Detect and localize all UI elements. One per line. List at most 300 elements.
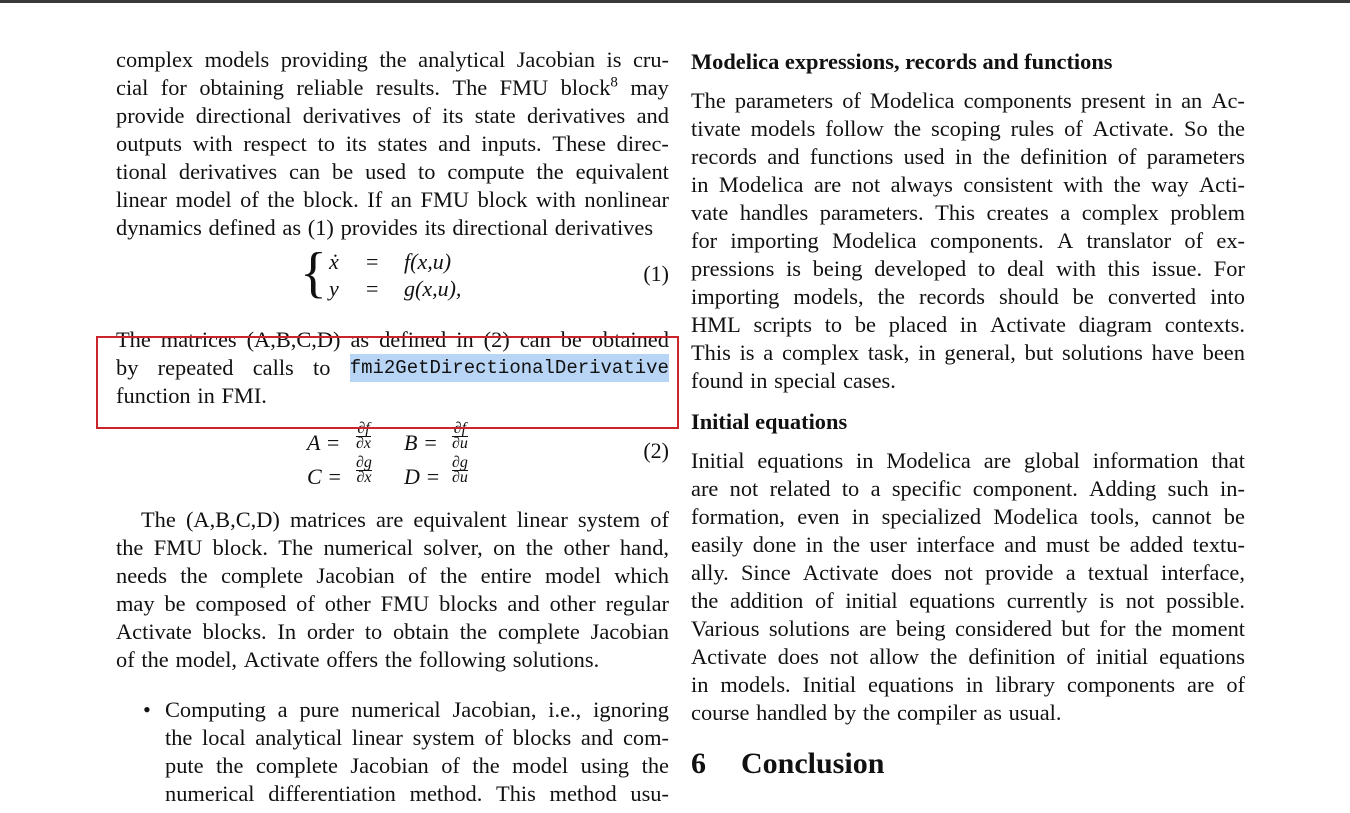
- word: definition: [1020, 144, 1108, 169]
- word: method: [549, 781, 617, 806]
- eq2-D-denominator: ∂u: [452, 469, 468, 486]
- word: may: [116, 591, 155, 616]
- word: matrices: [289, 507, 366, 532]
- word: general,: [944, 340, 1016, 365]
- word: FMU: [420, 187, 470, 212]
- word: translator: [1086, 228, 1172, 253]
- word: in: [856, 448, 874, 473]
- word: the: [536, 159, 564, 184]
- word: equations: [757, 448, 844, 473]
- word: such: [1167, 476, 1209, 501]
- text-line: [691, 671, 1245, 699]
- eq2-C-label: C =: [307, 464, 343, 489]
- word: other: [549, 591, 596, 616]
- word: compute: [447, 159, 525, 184]
- equation-brace: {: [300, 242, 327, 304]
- word: the: [1134, 616, 1163, 641]
- word: initial: [845, 588, 898, 613]
- word: with: [1056, 256, 1096, 281]
- word: following: [418, 647, 506, 672]
- text-line: [116, 590, 669, 618]
- text-line: [691, 143, 1245, 171]
- word: other: [324, 591, 371, 616]
- word: If: [367, 187, 383, 212]
- word: in: [965, 672, 984, 697]
- word: differentiation: [268, 781, 396, 806]
- eq2-C-fraction: [356, 456, 372, 485]
- word: the: [459, 619, 488, 644]
- paragraph-modelica-parameters: [691, 87, 1245, 395]
- word: but: [1024, 340, 1054, 365]
- word: Jacobian: [350, 753, 429, 778]
- word: are: [813, 172, 842, 197]
- word: used: [903, 144, 945, 169]
- word: of: [815, 588, 834, 613]
- word: in-: [1220, 476, 1245, 501]
- word: developed: [874, 256, 967, 281]
- word: the: [832, 532, 861, 557]
- word: the: [982, 144, 1011, 169]
- eq1-equals-2: =: [366, 276, 379, 301]
- word: its: [424, 215, 446, 240]
- word: with: [1063, 172, 1104, 197]
- word: not: [729, 476, 759, 501]
- word: not: [1125, 588, 1155, 613]
- word: of: [296, 591, 315, 616]
- word: of: [116, 647, 135, 672]
- word: specialized: [881, 504, 982, 529]
- word: in: [918, 340, 936, 365]
- word: Activate: [116, 619, 192, 644]
- word: information: [1092, 448, 1199, 473]
- word: solutions.: [512, 647, 600, 672]
- word: Jacobian: [590, 619, 669, 644]
- word: local: [202, 725, 246, 750]
- text-line: [116, 534, 669, 562]
- word: of: [1064, 116, 1083, 141]
- word: which: [614, 563, 669, 588]
- footnote-marker[interactable]: 8: [610, 74, 618, 91]
- text-line: [691, 699, 1245, 727]
- text-line: [691, 255, 1245, 283]
- eq1-lhs-1: ẋ: [329, 249, 339, 274]
- word: Activate: [243, 647, 320, 672]
- word: interface: [916, 532, 995, 557]
- word: equations: [909, 588, 996, 613]
- word: provide: [116, 103, 185, 128]
- word: global: [1023, 448, 1080, 473]
- word: in: [959, 312, 978, 337]
- word: to: [824, 312, 843, 337]
- paragraph-abcd-matrices: [116, 506, 669, 674]
- word: in: [851, 504, 870, 529]
- word: functions: [809, 144, 894, 169]
- word: Initial: [802, 672, 857, 697]
- word: the: [641, 753, 669, 778]
- word: be: [1223, 504, 1245, 529]
- word: be: [854, 312, 876, 337]
- word: block$^8$: [560, 74, 618, 100]
- word: linear: [351, 725, 403, 750]
- word: in: [197, 383, 215, 408]
- word: the: [472, 753, 500, 778]
- word: rules: [1010, 116, 1055, 141]
- word: the: [525, 535, 554, 560]
- word: and: [636, 103, 669, 128]
- text-line: [691, 283, 1245, 311]
- text-line: [116, 186, 669, 214]
- word: not: [829, 644, 859, 669]
- word: Modelica: [993, 504, 1078, 529]
- word: defined: [379, 327, 447, 352]
- word: complete: [220, 563, 304, 588]
- eq2-C-numerator: ∂g: [356, 454, 372, 471]
- section-title: Conclusion: [741, 747, 885, 780]
- word: block.: [212, 535, 268, 560]
- word: Since: [740, 560, 791, 585]
- word: solutions: [768, 616, 850, 641]
- text-line: [691, 643, 1245, 671]
- word: offers: [326, 647, 379, 672]
- word: its: [345, 131, 367, 156]
- eq2-C-denominator: ∂x: [356, 469, 372, 486]
- word: The: [278, 535, 314, 560]
- word: i.e.,: [548, 697, 582, 722]
- word: This: [496, 781, 536, 806]
- text-line: [116, 158, 669, 186]
- word: the: [165, 725, 193, 750]
- highlight-annotation-box[interactable]: [96, 336, 679, 429]
- word: results.: [375, 75, 440, 100]
- word: placed: [888, 312, 948, 337]
- word: linear: [516, 507, 568, 532]
- word: a: [870, 476, 881, 501]
- word: to: [313, 355, 331, 380]
- word: a: [1065, 560, 1076, 585]
- word: formation,: [691, 504, 785, 529]
- text-line: [691, 171, 1245, 199]
- word: may: [630, 75, 669, 100]
- word: provides: [340, 215, 418, 240]
- word: textu-: [1192, 532, 1245, 557]
- word: an: [390, 187, 412, 212]
- word: the: [1113, 172, 1141, 197]
- word: complex: [781, 340, 860, 365]
- word: components: [1066, 672, 1176, 697]
- word: the: [1217, 116, 1245, 141]
- word: function: [116, 383, 191, 408]
- text-line: [116, 102, 669, 130]
- word: A: [1057, 228, 1074, 253]
- word: calls: [252, 355, 294, 380]
- word: to: [364, 619, 383, 644]
- word: derivatives: [554, 215, 654, 240]
- word: Initial: [691, 448, 745, 473]
- word: for: [1099, 616, 1126, 641]
- word: does: [890, 560, 933, 585]
- word: is: [606, 47, 622, 72]
- word: obtain: [392, 619, 449, 644]
- word: is: [739, 340, 755, 365]
- word: of: [1226, 672, 1245, 697]
- word: present: [1080, 88, 1146, 113]
- word: cannot: [1151, 504, 1212, 529]
- paragraph-jacobian-intro: [116, 46, 669, 242]
- word: of: [441, 753, 460, 778]
- text-line: [116, 646, 669, 674]
- word: numerical: [351, 697, 441, 722]
- word: blocks: [439, 591, 498, 616]
- section-heading-conclusion: [691, 739, 1245, 789]
- word: the: [862, 700, 891, 725]
- word: models: [204, 47, 270, 72]
- word: addition: [730, 588, 804, 613]
- word: into: [1210, 284, 1245, 309]
- word: blocks: [512, 725, 572, 750]
- word: pute: [165, 753, 204, 778]
- word: equations: [868, 672, 954, 697]
- word: reliable: [296, 75, 364, 100]
- word: a: [277, 697, 288, 722]
- word: of: [650, 507, 669, 532]
- word: complex: [1081, 200, 1159, 225]
- word: not: [944, 560, 973, 585]
- list-item-numerical-jacobian: [143, 696, 669, 808]
- word: problem: [1170, 200, 1245, 225]
- word: the: [379, 47, 407, 72]
- word: not: [851, 172, 881, 197]
- word: is: [786, 256, 801, 281]
- word: com-: [622, 725, 669, 750]
- word: models: [750, 116, 816, 141]
- word: in: [691, 672, 709, 697]
- word: (A,B,C,D): [246, 327, 341, 352]
- word: course: [691, 700, 750, 725]
- word: interface,: [1161, 560, 1245, 585]
- word: linear: [116, 187, 167, 212]
- word: specific: [891, 476, 962, 501]
- text-line: [165, 724, 669, 752]
- text-line: [691, 531, 1245, 559]
- word: the: [893, 116, 922, 141]
- word: Computing: [165, 697, 266, 722]
- word: initial: [1095, 644, 1149, 669]
- word: of: [408, 563, 427, 588]
- word: on: [493, 535, 516, 560]
- word: being: [895, 616, 946, 641]
- word: cru-: [632, 47, 669, 72]
- word: directional: [452, 215, 549, 240]
- word: are: [691, 476, 719, 501]
- word: tional: [116, 159, 167, 184]
- word: done: [752, 532, 797, 557]
- word: dynamics: [116, 215, 202, 240]
- word: FMU: [153, 535, 203, 560]
- word: in: [805, 532, 824, 557]
- word: of: [1184, 228, 1204, 253]
- word: ex-: [1216, 228, 1245, 253]
- word: be: [164, 591, 186, 616]
- text-line: [691, 447, 1245, 475]
- word: scoping: [931, 116, 1001, 141]
- word: the: [216, 753, 244, 778]
- text-line: [691, 559, 1245, 587]
- word: models,: [793, 284, 864, 309]
- word: library: [995, 672, 1055, 697]
- word: consistent: [963, 172, 1053, 197]
- word: composed: [195, 591, 287, 616]
- word: model: [544, 563, 601, 588]
- word: of: [1066, 644, 1085, 669]
- word: importing: [730, 228, 819, 253]
- text-line: [165, 780, 669, 808]
- word: The: [141, 507, 176, 532]
- word: currently: [1006, 588, 1088, 613]
- word: can: [519, 327, 551, 352]
- word: the: [267, 187, 295, 212]
- heading-modelica-expressions: Modelica expressions, records and functions: [691, 49, 1113, 74]
- text-line: [691, 311, 1245, 339]
- eq1-rhs-2: g(x,u),: [404, 276, 462, 301]
- word: Activate.: [1092, 116, 1175, 141]
- word: in: [691, 172, 709, 197]
- word: found: [691, 368, 744, 393]
- word: the: [930, 644, 958, 669]
- word: the: [877, 284, 905, 309]
- word: pure: [299, 697, 340, 722]
- word: For: [1213, 256, 1245, 281]
- eq2-D-label: D =: [404, 464, 441, 489]
- word: equivalent: [413, 507, 507, 532]
- eq2-A-label: A =: [307, 430, 341, 455]
- word: inputs.: [481, 131, 542, 156]
- word: derivatives: [178, 159, 278, 184]
- word: the: [141, 647, 169, 672]
- word: compiler: [896, 700, 977, 725]
- word: obtained: [591, 327, 669, 352]
- word: blocks.: [202, 619, 267, 644]
- word: Various: [691, 616, 760, 641]
- word: of: [484, 725, 504, 750]
- word: equivalent: [575, 159, 669, 184]
- eq2-A-numerator: ∂f: [357, 420, 370, 437]
- word: analytical: [418, 47, 506, 72]
- word: for: [691, 228, 718, 253]
- word: textual: [1087, 560, 1149, 585]
- word: to: [977, 256, 996, 281]
- equation-1: [116, 242, 669, 307]
- text-line: [691, 339, 1245, 367]
- word: Modelica: [718, 172, 804, 197]
- word: Jacobian: [516, 47, 596, 72]
- word: as: [983, 700, 1002, 725]
- word: using: [580, 753, 630, 778]
- word: by: [833, 700, 857, 725]
- word: and: [507, 591, 540, 616]
- word: converted: [1107, 284, 1197, 309]
- word: components.: [929, 228, 1044, 253]
- word: being: [812, 256, 863, 281]
- word: an: [1181, 88, 1203, 113]
- text-line: [691, 227, 1245, 255]
- word: importing: [691, 284, 780, 309]
- word: follow: [825, 116, 884, 141]
- word: derivatives: [527, 103, 626, 128]
- word: handles: [739, 200, 809, 225]
- word: the: [180, 563, 208, 588]
- word: Activate: [691, 644, 767, 669]
- text-line: [116, 46, 669, 74]
- text-line: [691, 615, 1245, 643]
- word: model,: [175, 647, 238, 672]
- word: be: [1099, 532, 1121, 557]
- eq2-D-fraction: [452, 456, 468, 485]
- word: been: [1202, 340, 1245, 365]
- text-line: [116, 562, 669, 590]
- word: matrices: [160, 327, 237, 352]
- word: block.: [303, 187, 359, 212]
- word: related: [769, 476, 831, 501]
- word: can: [289, 159, 321, 184]
- word: tools,: [1090, 504, 1140, 529]
- word: the: [384, 647, 413, 672]
- word: Activate: [802, 560, 879, 585]
- section-number: 6: [691, 747, 706, 780]
- word: for: [160, 75, 187, 100]
- word: that: [1211, 448, 1245, 473]
- word: as: [282, 215, 302, 240]
- text-line: [165, 752, 669, 780]
- equation-number-1: (1): [643, 261, 669, 286]
- word: considered: [954, 616, 1052, 641]
- word: Modelica: [869, 88, 955, 113]
- equation-number-2: (2): [643, 438, 669, 463]
- word: repeated: [157, 355, 234, 380]
- word: provide: [985, 560, 1054, 585]
- word: derivatives: [302, 103, 401, 128]
- word: usu-: [630, 781, 669, 806]
- word: in: [1154, 88, 1173, 113]
- text-line: [116, 214, 669, 242]
- text-line: [691, 587, 1245, 615]
- word: Jacobian,: [452, 697, 537, 722]
- word: special: [774, 368, 837, 393]
- word: complete: [255, 753, 338, 778]
- word: is: [1099, 588, 1115, 613]
- word: complete: [497, 619, 580, 644]
- word: way: [1151, 172, 1189, 197]
- word: system: [577, 507, 641, 532]
- word: outputs: [116, 131, 182, 156]
- word: parameters: [734, 88, 834, 113]
- word: added: [1129, 532, 1184, 557]
- word: solver,: [423, 535, 483, 560]
- word: Activate: [990, 312, 1066, 337]
- word: method.: [409, 781, 483, 806]
- word: a: [763, 340, 774, 365]
- word: have: [1151, 340, 1194, 365]
- word: ally.: [691, 560, 729, 585]
- word: These: [552, 131, 606, 156]
- word: HML: [691, 312, 741, 337]
- word: Modelica: [886, 448, 971, 473]
- word: solutions: [1062, 340, 1143, 365]
- word: Acti-: [1198, 172, 1245, 197]
- word: nonlinear: [584, 187, 669, 212]
- word: with: [192, 131, 233, 156]
- word: So: [1184, 116, 1208, 141]
- word: usual.: [1008, 700, 1062, 725]
